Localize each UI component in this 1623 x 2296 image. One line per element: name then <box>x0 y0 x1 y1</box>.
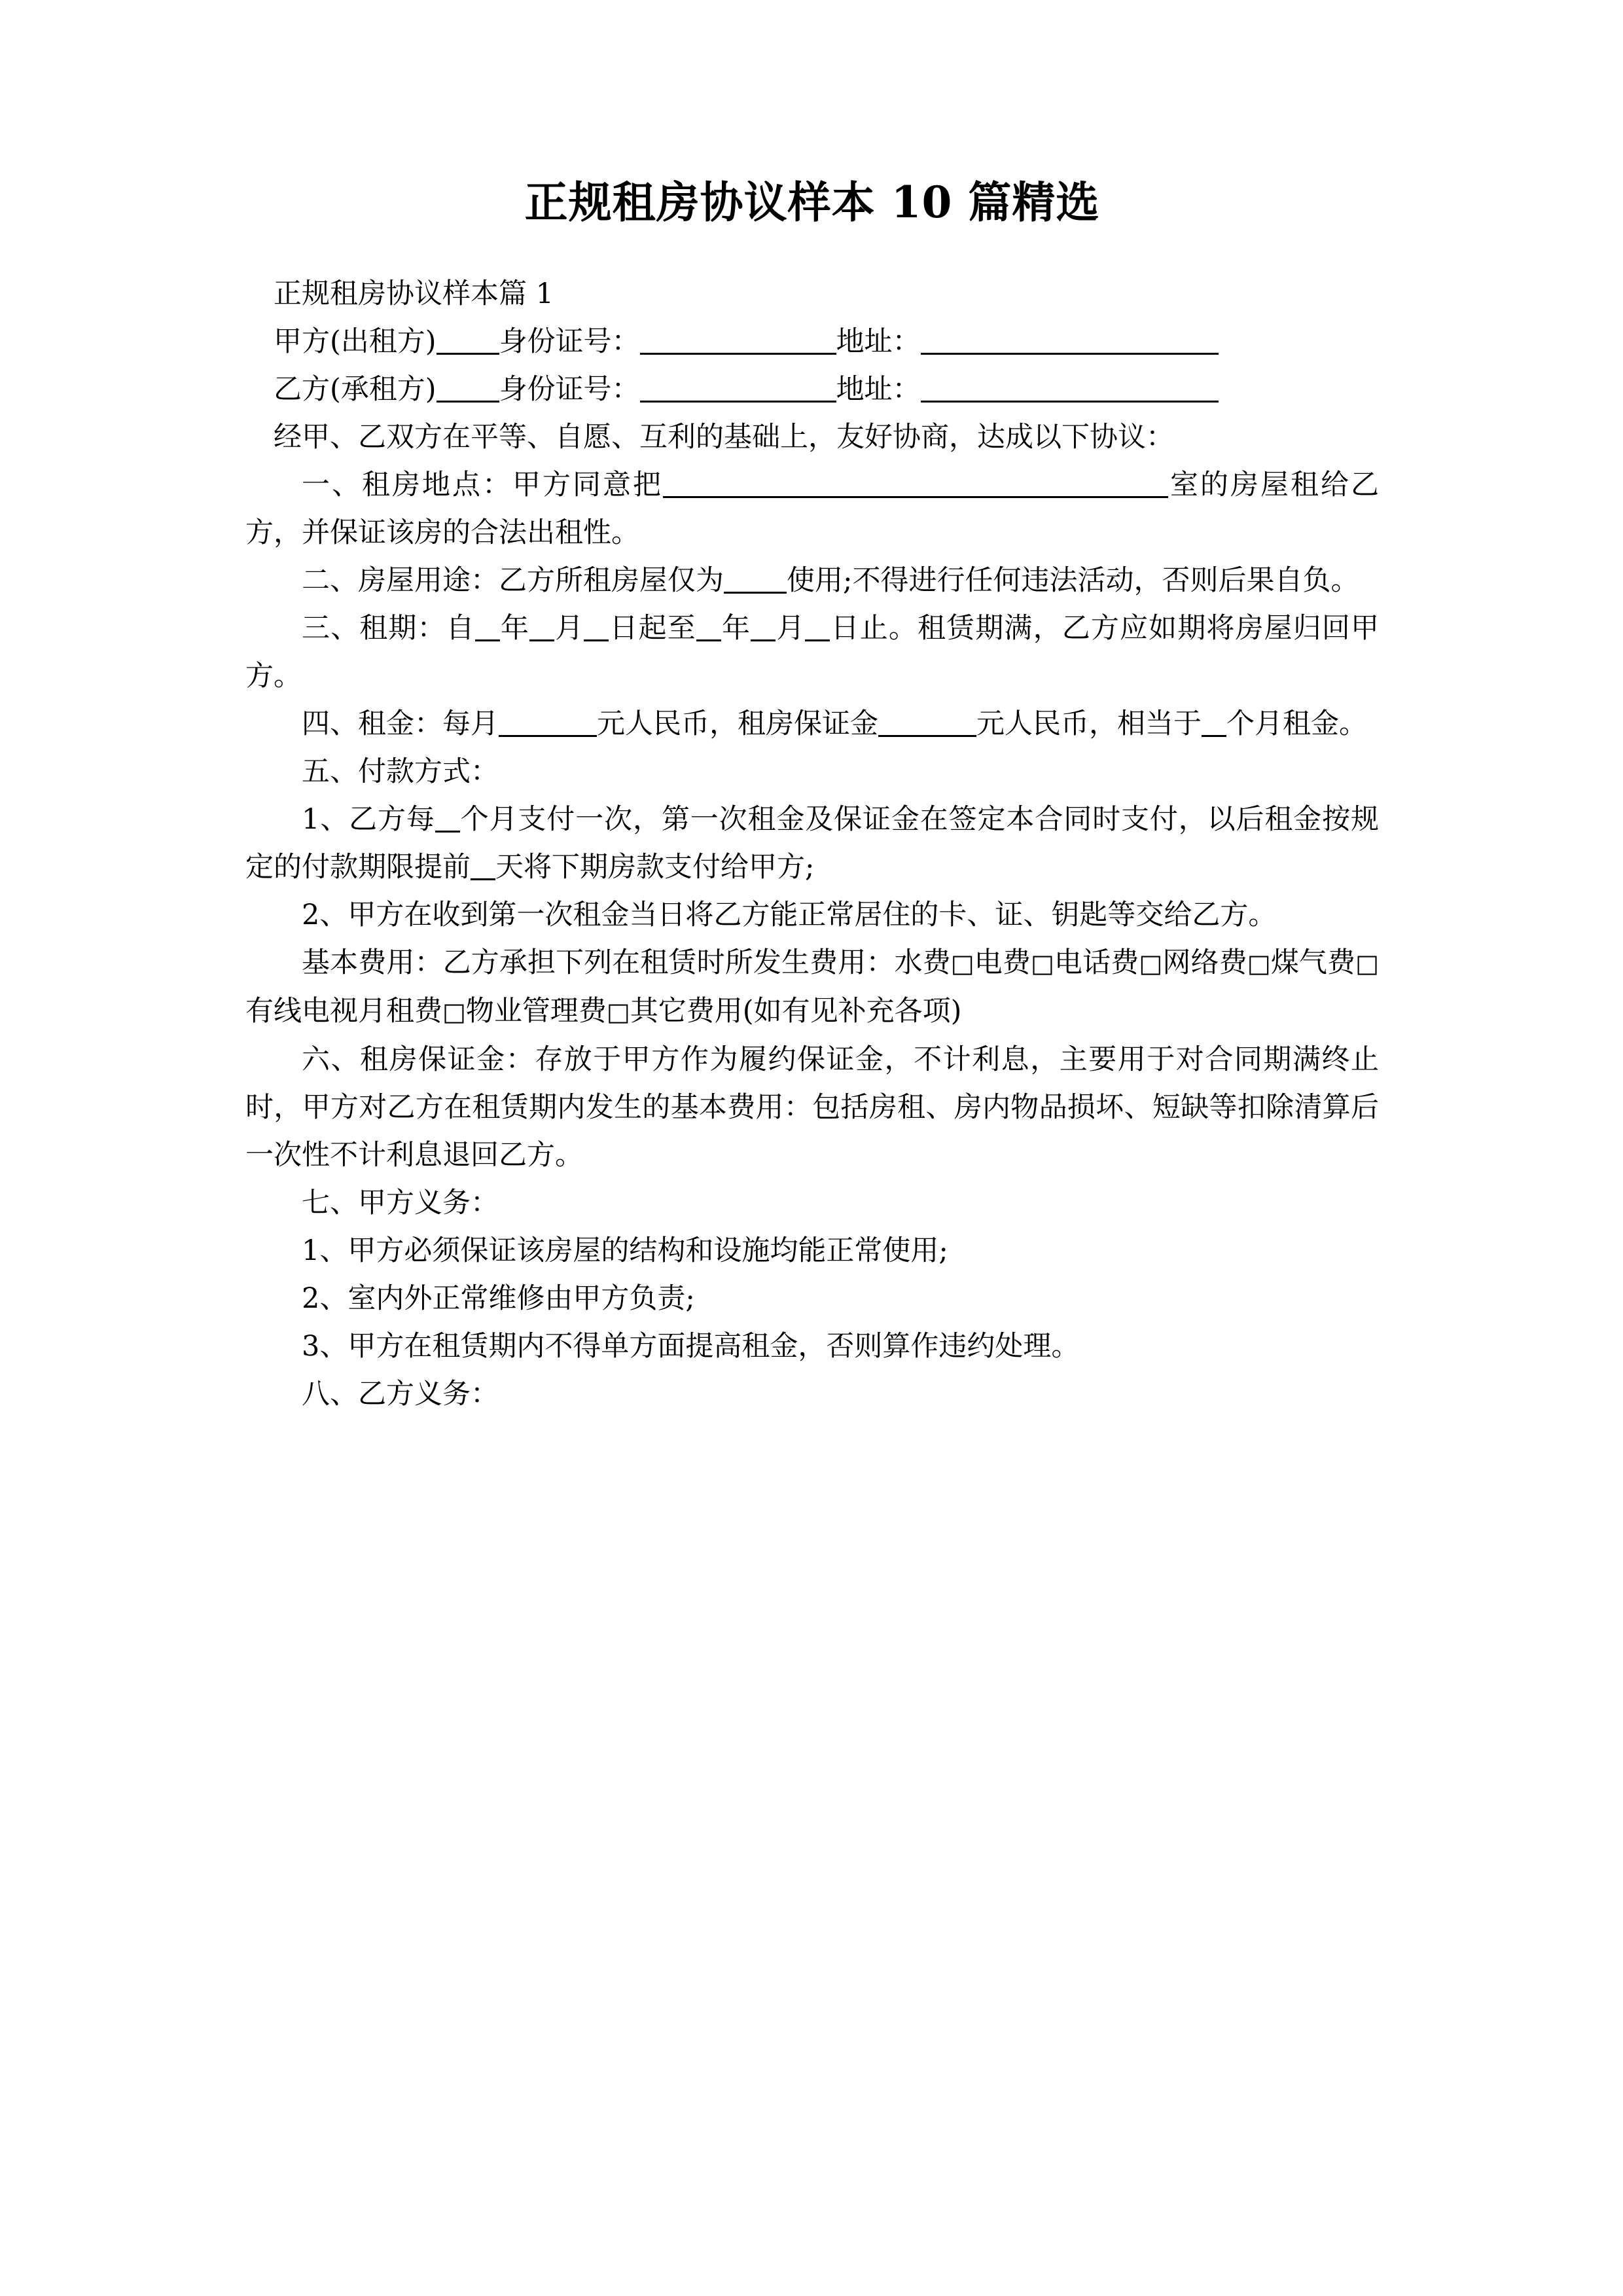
fee-item-electricity: 电费 <box>974 946 1031 979</box>
document-body <box>245 270 1379 1418</box>
monthly-rent-blank[interactable] <box>499 709 597 737</box>
clause-7-item-2: 2、室内外正常维修由甲方负责; <box>302 1282 695 1315</box>
term-start-month-blank[interactable] <box>529 613 554 641</box>
term-end-year-blank[interactable] <box>696 613 721 641</box>
clause-4-rent <box>245 700 1379 748</box>
clause-3-start: 三、租期：自 <box>302 611 475 645</box>
checkbox-cable-tv-fee[interactable]: □ <box>442 997 466 1026</box>
sample-heading: 正规租房协议样本篇 1 <box>274 277 554 310</box>
party-b-label: 乙方(承租方) <box>274 372 437 406</box>
clause-1-suffix: 室的房屋租给乙方，并保证该房的合法出租性。 <box>245 468 1379 549</box>
clause-4-equiv: 元人民币，相当于 <box>976 707 1202 740</box>
checkbox-property-management-fee[interactable]: □ <box>606 997 630 1026</box>
clause-2-suffix: 使用;不得进行任何违法活动，否则后果自负。 <box>787 564 1359 597</box>
clause-7-landlord-obligations-heading: 七、甲方义务： <box>302 1186 499 1219</box>
party-a-address-label: 地址： <box>836 325 921 358</box>
checkbox-network-fee[interactable]: □ <box>1247 948 1271 978</box>
term-start-day-blank[interactable] <box>584 613 609 641</box>
fee-item-cable-tv: 有线电视月租费 <box>245 994 442 1028</box>
fee-item-other: 其它费用(如有见补充各项) <box>630 994 962 1028</box>
clause-7-item-1: 1、甲方必须保证该房屋的结构和设施均能正常使用; <box>302 1234 948 1267</box>
clause-3-tail: 日止。租赁期满，乙方应如期将房屋归回甲方。 <box>245 611 1380 692</box>
party-b-address-label: 地址： <box>836 372 921 406</box>
term-end-day-blank[interactable] <box>805 613 830 641</box>
term-year-label-start: 年 <box>499 611 530 645</box>
document-content <box>245 0 1379 1418</box>
checkbox-water-fee[interactable]: □ <box>950 948 974 978</box>
party-b-name-blank[interactable] <box>437 374 499 403</box>
party-a-address-blank[interactable] <box>921 327 1219 355</box>
clause-5-item-2: 2、甲方在收到第一次租金当日将乙方能正常居住的卡、证、钥匙等交给乙方。 <box>302 898 1277 931</box>
party-a-line <box>245 318 1379 366</box>
fee-item-telephone: 电话费 <box>1054 946 1139 979</box>
term-start-year-blank[interactable] <box>475 613 500 641</box>
advance-days-blank[interactable] <box>471 852 495 880</box>
clause-5-1-mid: 个月支付一次，第一次租金及保证金在签定本合同时支付，以后租金按规定的付款期限提前 <box>245 802 1380 884</box>
clause-4-prefix: 四、租金：每月 <box>302 707 499 740</box>
fee-item-gas: 煤气费 <box>1270 946 1356 979</box>
party-b-id-blank[interactable] <box>640 374 836 403</box>
party-b-id-label: 身份证号： <box>499 372 640 406</box>
clause-2-usage <box>245 557 1379 605</box>
clause-1-location <box>245 461 1379 557</box>
clause-3-term <box>245 605 1379 700</box>
page-title: 正规租房协议样本 10 篇精选 <box>524 177 1100 228</box>
deposit-months-blank[interactable] <box>1202 709 1226 737</box>
clause-1-prefix: 一、租房地点：甲方同意把 <box>302 468 663 501</box>
party-a-id-blank[interactable] <box>640 327 836 355</box>
clause-5-1-prefix: 1、乙方每 <box>302 802 435 836</box>
term-month-label-end: 月 <box>776 611 806 645</box>
clause-1-location-blank[interactable] <box>663 470 1168 498</box>
clause-6-deposit: 六、租房保证金：存放于甲方作为履约保证金，不计利息，主要用于对合同期满终止时，甲方对乙方在租赁期内发生的基本费用：包括房租、房内物品损坏、短缺等扣除清算后一次性不计利息退回乙方。 <box>245 1043 1379 1172</box>
checkbox-gas-fee[interactable]: □ <box>1355 948 1380 978</box>
basic-fee-prefix: 基本费用：乙方承担下列在租赁时所发生费用：水费 <box>302 946 951 979</box>
clause-7-item-3: 3、甲方在租赁期内不得单方面提高租金，否则算作违约处理。 <box>302 1329 1080 1363</box>
clause-2-usage-blank[interactable] <box>724 565 787 594</box>
clause-5-item-1 <box>245 796 1379 891</box>
deposit-amount-blank[interactable] <box>878 709 976 737</box>
clause-5-1-tail: 天将下期房款支付给甲方; <box>495 850 815 884</box>
party-a-name-blank[interactable] <box>437 327 499 355</box>
checkbox-telephone-fee[interactable]: □ <box>1139 948 1163 978</box>
clause-4-tail: 个月租金。 <box>1226 707 1367 740</box>
fee-item-property-management: 物业管理费 <box>465 994 607 1028</box>
party-a-label: 甲方(出租方) <box>274 325 437 358</box>
payment-interval-months-blank[interactable] <box>435 804 460 833</box>
term-month-label-start: 月 <box>554 611 584 645</box>
clause-4-mid: 元人民币，租房保证金 <box>597 707 878 740</box>
term-year-label-end: 年 <box>721 611 751 645</box>
clause-5-payment-heading: 五、付款方式： <box>302 755 499 788</box>
checkbox-electricity-fee[interactable]: □ <box>1031 948 1055 978</box>
party-b-line <box>245 366 1379 414</box>
fee-item-network: 网络费 <box>1162 946 1247 979</box>
term-to-label: 日起至 <box>609 611 696 645</box>
clause-2-prefix: 二、房屋用途：乙方所租房屋仅为 <box>302 564 724 597</box>
basic-fee-paragraph <box>245 939 1379 1036</box>
preamble-paragraph: 经甲、乙双方在平等、自愿、互利的基础上，友好协商，达成以下协议： <box>274 420 1174 454</box>
term-end-month-blank[interactable] <box>751 613 776 641</box>
clause-8-tenant-obligations-heading: 八、乙方义务： <box>302 1377 499 1410</box>
party-b-address-blank[interactable] <box>921 374 1219 403</box>
party-a-id-label: 身份证号： <box>499 325 640 358</box>
